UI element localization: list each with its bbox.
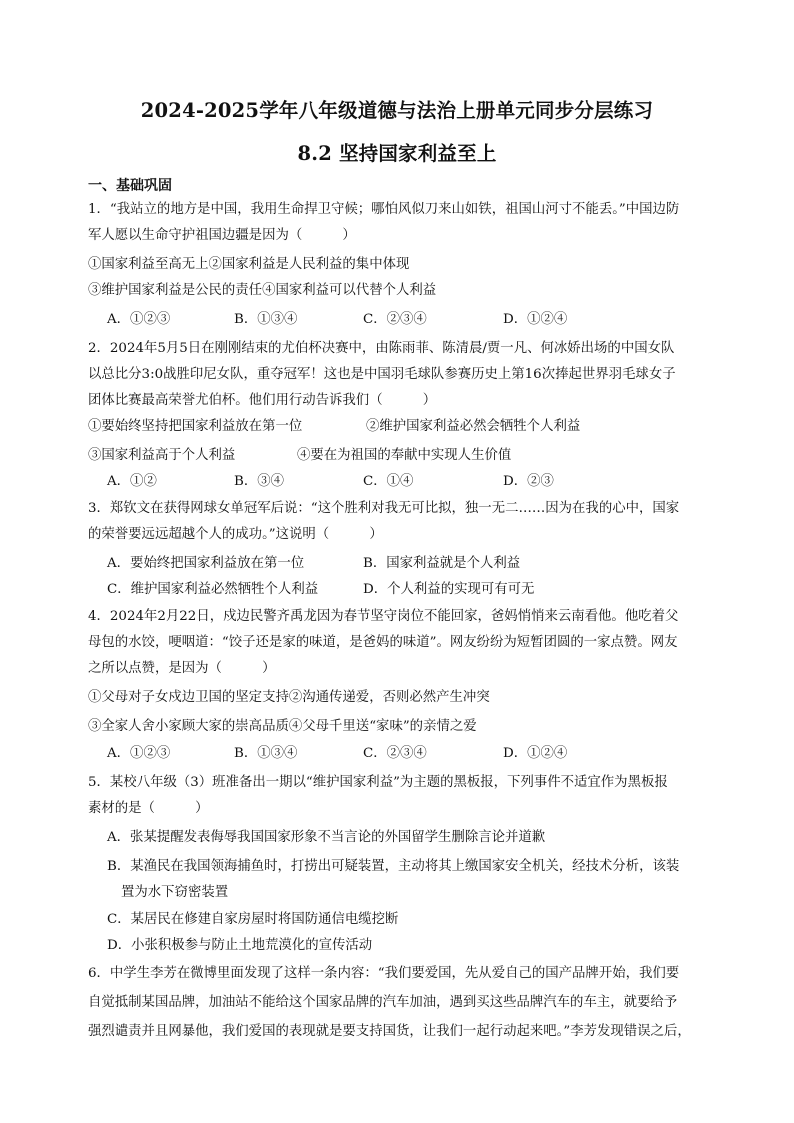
q2-option-d: D．②③	[503, 474, 554, 489]
q2-statement-1: ①要始终坚持把国家利益放在第一位	[88, 419, 303, 434]
q1-statement-1: ①国家利益至高无上②国家利益是人民利益的集中体现	[88, 257, 410, 272]
q4-stem-line-3: 之所以点赞，是因为（ ）	[88, 661, 276, 676]
document-subtitle: 8.2 坚持国家利益至上	[297, 142, 497, 165]
q2-statement-3: ③国家利益高于个人利益	[88, 448, 236, 463]
q4-stem-line-2: 母包的水饺，哽咽道：“饺子还是家的味道，是爸妈的味道”。网友纷纷为短暂团圆的一家点赞。网友	[88, 635, 678, 650]
q2-stem-line-2: 以总比分3:0战胜印尼女队，重夺冠军！这也是中国羽毛球队参赛历史上第16次捧起世界羽毛球女子	[88, 367, 676, 382]
q6-stem-line-3: 强烈谴责并且网暴他，我们爱国的表现就是要支持国货，让我们一起行动起来吧。”李芳发现错误之后，	[88, 1024, 691, 1039]
document-title: 2024-2025学年八年级道德与法治上册单元同步分层练习	[140, 99, 654, 122]
q1-option-b: B．①③④	[234, 312, 298, 327]
q4-statement-1: ①父母对子女戍边卫国的坚定支持②沟通传递爱，否则必然产生冲突	[88, 690, 490, 705]
q2-stem-line-1: 2．2024年5月5日在刚刚结束的尤伯杯决赛中，由陈雨菲、陈清晨/贾一凡、何冰娇出场的中国女队	[88, 341, 675, 356]
q5-option-b-line-1: B．某渔民在我国领海捕鱼时，打捞出可疑装置，主动将其上缴国家安全机关，经技术分析，该装	[107, 859, 680, 874]
q2-option-b: B．③④	[234, 474, 285, 489]
q5-stem-line-1: 5．某校八年级（3）班准备出一期以“维护国家利益”为主题的黑板报，下列事件不适宜作为黑板报	[88, 775, 668, 790]
q3-stem-line-2: 的荣誉要远远超越个人的成功。”这说明（ ）	[88, 527, 383, 542]
section-heading: 一、基础巩固	[88, 178, 172, 194]
q5-option-d: D．小张积极参与防止土地荒漠化的宣传活动	[107, 938, 373, 953]
q1-option-d: D．①②④	[503, 312, 568, 327]
q2-option-a: A．①②	[107, 474, 157, 489]
q2-statement-4: ④要在为祖国的奉献中实现人生价值	[297, 448, 512, 463]
q6-stem-line-1: 6．中学生李芳在微博里面发现了这样一条内容：“我们要爱国，先从爱自己的国产品牌开始，我们要	[88, 966, 680, 981]
q3-option-c: C．维护国家利益必然牺牲个人利益	[107, 582, 319, 597]
q3-option-b: B．国家利益就是个人利益	[363, 556, 521, 571]
q5-option-a: A．张某提醒发表侮辱我国国家形象不当言论的外国留学生删除言论并道歉	[107, 830, 546, 845]
q4-option-c: C．②③④	[363, 746, 427, 761]
q5-option-b-line-2: 置为水下窃密装置	[121, 885, 229, 900]
q3-option-a: A．要始终把国家利益放在第一位	[107, 556, 305, 571]
q1-option-a: A．①②③	[107, 312, 171, 327]
q6-stem-line-2: 自觉抵制某国品牌，加油站不能给这个国家品牌的汽车加油，遇到买这些品牌汽车的车主，就要给予	[88, 995, 678, 1010]
q1-stem-line-1: 1．“我站立的地方是中国，我用生命捍卫守候；哪怕风似刀来山如铁，祖国山河寸不能丢。”中国边防	[88, 202, 680, 217]
q2-stem-line-3: 团体比赛最高荣誉尤伯杯。他们用行动告诉我们（ ）	[88, 393, 437, 408]
q2-option-c: C．①④	[363, 474, 414, 489]
q4-statement-2: ③全家人舍小家顾大家的崇高品质④父母千里送“家味”的亲情之爱	[88, 719, 477, 734]
q4-option-d: D．①②④	[503, 746, 568, 761]
q4-stem-line-1: 4．2024年2月22日，戍边民警齐禹龙因为春节坚守岗位不能回家，爸妈悄悄来云南看他。他吃着父	[88, 609, 679, 624]
q1-stem-line-2: 军人愿以生命守护祖国边疆是因为（ ）	[88, 228, 356, 243]
q3-option-d: D．个人利益的实现可有可无	[363, 582, 535, 597]
q4-option-a: A．①②③	[107, 746, 171, 761]
q1-statement-2: ③维护国家利益是公民的责任④国家利益可以代替个人利益	[88, 283, 437, 298]
q1-option-c: C．②③④	[363, 312, 427, 327]
q5-stem-line-2: 素材的是（ ）	[88, 801, 209, 816]
q4-option-b: B．①③④	[234, 746, 298, 761]
q2-statement-2: ②维护国家利益必然会牺牲个人利益	[366, 419, 581, 434]
q5-option-c: C．某居民在修建自家房屋时将国防通信电缆挖断	[107, 912, 399, 927]
q3-stem-line-1: 3．郑钦文在获得网球女单冠军后说：“这个胜利对我无可比拟，独一无二……因为在我的心中，国家	[88, 501, 680, 516]
